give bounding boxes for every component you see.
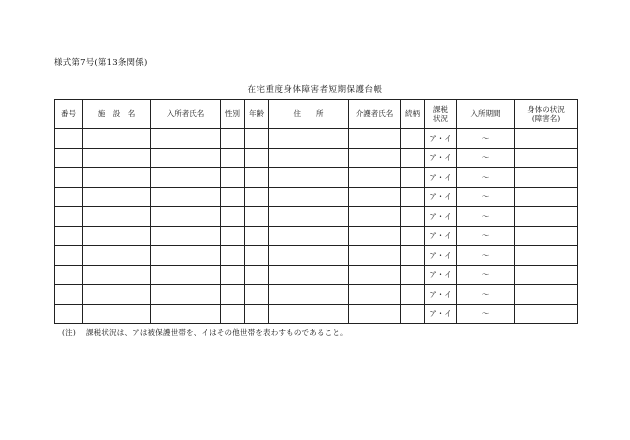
footnote-label: (注) xyxy=(62,328,76,337)
cell-relationship xyxy=(401,304,425,324)
cell-tax-status: ア・イ xyxy=(425,129,457,149)
cell-relationship xyxy=(401,207,425,227)
cell-number xyxy=(55,148,83,168)
cell-facility xyxy=(83,148,151,168)
cell-facility xyxy=(83,187,151,207)
cell-admission-period: ～ xyxy=(457,226,515,246)
cell-facility xyxy=(83,129,151,149)
form-number: 様式第7号(第13条関係) xyxy=(54,58,148,68)
document-title: 在宅重度身体障害者短期保護台帳 xyxy=(247,85,383,95)
cell-number xyxy=(55,304,83,324)
cell-sex xyxy=(221,226,245,246)
cell-age xyxy=(245,285,269,305)
cell-resident-name xyxy=(151,265,221,285)
cell-admission-period: ～ xyxy=(457,207,515,227)
cell-admission-period: ～ xyxy=(457,246,515,266)
cell-address xyxy=(269,246,349,266)
cell-number xyxy=(55,187,83,207)
header-caregiver-name: 介護者氏名 xyxy=(349,100,401,129)
cell-resident-name xyxy=(151,207,221,227)
cell-tax-status: ア・イ xyxy=(425,246,457,266)
cell-physical-condition xyxy=(515,129,578,149)
cell-resident-name xyxy=(151,246,221,266)
cell-caregiver-name xyxy=(349,265,401,285)
ledger-body xyxy=(55,129,578,324)
footnote xyxy=(62,327,348,338)
cell-resident-name xyxy=(151,285,221,305)
header-row xyxy=(55,100,578,129)
header-resident-name: 入所者氏名 xyxy=(151,100,221,129)
cell-age xyxy=(245,207,269,227)
cell-admission-period: ～ xyxy=(457,168,515,188)
cell-address xyxy=(269,207,349,227)
cell-physical-condition xyxy=(515,148,578,168)
header-relationship: 続柄 xyxy=(401,100,425,129)
cell-relationship xyxy=(401,168,425,188)
cell-physical-condition xyxy=(515,285,578,305)
cell-physical-condition xyxy=(515,207,578,227)
cell-sex xyxy=(221,285,245,305)
cell-address xyxy=(269,304,349,324)
header-admission-period: 入所期間 xyxy=(457,100,515,129)
cell-resident-name xyxy=(151,187,221,207)
table-row xyxy=(55,148,578,168)
table-row xyxy=(55,265,578,285)
table-row xyxy=(55,304,578,324)
cell-admission-period: ～ xyxy=(457,129,515,149)
cell-resident-name xyxy=(151,148,221,168)
cell-caregiver-name xyxy=(349,187,401,207)
ledger-table xyxy=(54,99,578,324)
table-row xyxy=(55,285,578,305)
table-row xyxy=(55,168,578,188)
cell-tax-status: ア・イ xyxy=(425,304,457,324)
header-physical-condition xyxy=(515,100,578,129)
cell-sex xyxy=(221,304,245,324)
table-row xyxy=(55,207,578,227)
cell-resident-name xyxy=(151,168,221,188)
cell-tax-status: ア・イ xyxy=(425,265,457,285)
cell-admission-period: ～ xyxy=(457,265,515,285)
header-facility: 施 設 名 xyxy=(83,100,151,129)
cell-caregiver-name xyxy=(349,148,401,168)
header-sex: 性別 xyxy=(221,100,245,129)
cell-sex xyxy=(221,148,245,168)
cell-address xyxy=(269,285,349,305)
cell-tax-status: ア・イ xyxy=(425,148,457,168)
cell-age xyxy=(245,226,269,246)
cell-tax-status: ア・イ xyxy=(425,226,457,246)
cell-number xyxy=(55,168,83,188)
header-tax-status-line2: 状況 xyxy=(433,114,448,123)
cell-physical-condition xyxy=(515,265,578,285)
cell-address xyxy=(269,187,349,207)
cell-caregiver-name xyxy=(349,285,401,305)
cell-sex xyxy=(221,265,245,285)
cell-facility xyxy=(83,285,151,305)
cell-caregiver-name xyxy=(349,129,401,149)
cell-facility xyxy=(83,168,151,188)
cell-admission-period: ～ xyxy=(457,285,515,305)
cell-age xyxy=(245,187,269,207)
cell-caregiver-name xyxy=(349,304,401,324)
header-tax-status-line1: 課税 xyxy=(433,104,448,114)
cell-physical-condition xyxy=(515,187,578,207)
cell-tax-status: ア・イ xyxy=(425,187,457,207)
table-row xyxy=(55,187,578,207)
cell-physical-condition xyxy=(515,304,578,324)
cell-relationship xyxy=(401,129,425,149)
cell-resident-name xyxy=(151,226,221,246)
table-row xyxy=(55,129,578,149)
cell-facility xyxy=(83,226,151,246)
cell-age xyxy=(245,148,269,168)
cell-relationship xyxy=(401,265,425,285)
cell-address xyxy=(269,148,349,168)
cell-sex xyxy=(221,187,245,207)
cell-relationship xyxy=(401,187,425,207)
cell-caregiver-name xyxy=(349,226,401,246)
header-physical-condition-line1: 身体の状況 xyxy=(527,104,565,114)
header-physical-condition-line2: (障害名) xyxy=(531,114,561,123)
footnote-text: 課税状況は、アは被保護世帯を、イはその他世帯を表わすものであること。 xyxy=(85,328,348,337)
cell-relationship xyxy=(401,285,425,305)
cell-caregiver-name xyxy=(349,246,401,266)
cell-address xyxy=(269,168,349,188)
cell-number xyxy=(55,265,83,285)
cell-resident-name xyxy=(151,129,221,149)
cell-facility xyxy=(83,304,151,324)
cell-number xyxy=(55,226,83,246)
cell-sex xyxy=(221,168,245,188)
table-row xyxy=(55,226,578,246)
cell-number xyxy=(55,207,83,227)
header-tax-status xyxy=(425,100,457,129)
cell-number xyxy=(55,285,83,305)
cell-age xyxy=(245,265,269,285)
cell-admission-period: ～ xyxy=(457,304,515,324)
cell-address xyxy=(269,265,349,285)
cell-sex xyxy=(221,207,245,227)
cell-admission-period: ～ xyxy=(457,148,515,168)
cell-sex xyxy=(221,129,245,149)
cell-physical-condition xyxy=(515,168,578,188)
cell-resident-name xyxy=(151,304,221,324)
cell-relationship xyxy=(401,246,425,266)
header-address: 住 所 xyxy=(269,100,349,129)
cell-sex xyxy=(221,246,245,266)
cell-admission-period: ～ xyxy=(457,187,515,207)
cell-age xyxy=(245,129,269,149)
cell-tax-status: ア・イ xyxy=(425,168,457,188)
cell-facility xyxy=(83,207,151,227)
cell-tax-status: ア・イ xyxy=(425,285,457,305)
cell-age xyxy=(245,168,269,188)
cell-relationship xyxy=(401,148,425,168)
cell-number xyxy=(55,246,83,266)
cell-number xyxy=(55,129,83,149)
cell-physical-condition xyxy=(515,226,578,246)
table-row xyxy=(55,246,578,266)
header-number: 番号 xyxy=(55,100,83,129)
cell-facility xyxy=(83,246,151,266)
cell-facility xyxy=(83,265,151,285)
cell-caregiver-name xyxy=(349,168,401,188)
cell-tax-status: ア・イ xyxy=(425,207,457,227)
cell-address xyxy=(269,226,349,246)
cell-relationship xyxy=(401,226,425,246)
cell-age xyxy=(245,304,269,324)
cell-physical-condition xyxy=(515,246,578,266)
header-age: 年齢 xyxy=(245,100,269,129)
cell-age xyxy=(245,246,269,266)
cell-address xyxy=(269,129,349,149)
cell-caregiver-name xyxy=(349,207,401,227)
